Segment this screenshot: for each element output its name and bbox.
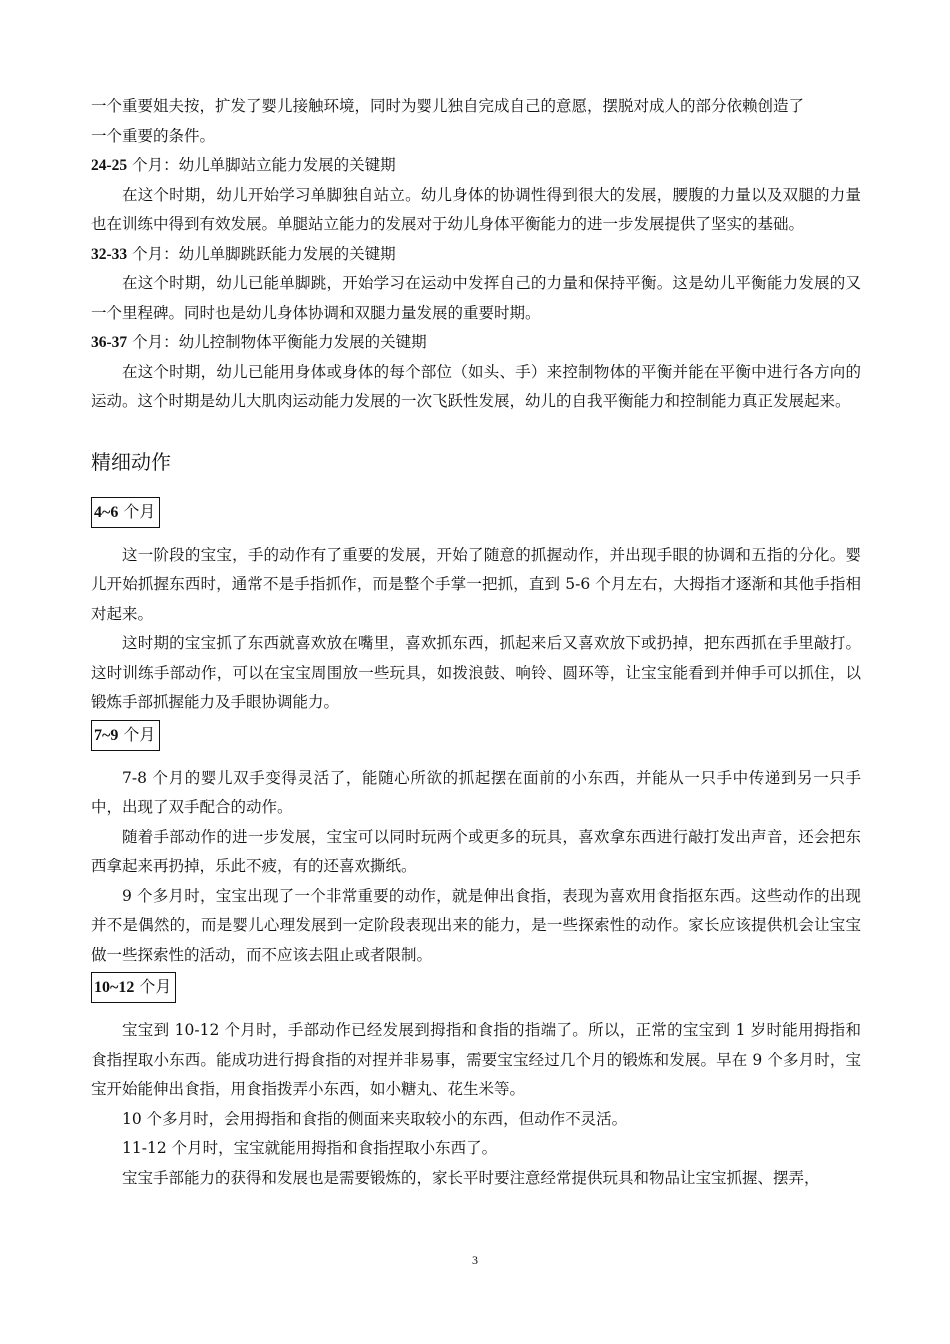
stage-unit: 个月 [118,501,156,521]
stage-unit: 个月 [134,977,172,996]
milestone-body-32-33: 在这个时期，幼儿已能单脚跳，开始学习在运动中发挥自己的力量和保持平衡。这是幼儿平衡能力发展的又一个里程碑。同时也是幼儿身体协调和双腿力量发展的重要时期。 [91,274,861,322]
page-number: 3 [472,1253,478,1267]
milestone-title: 个月：幼儿单脚站立能力发展的关键期 [127,156,396,174]
stage-content-7-9 [91,764,861,971]
stage-paragraph: 宝宝到 10-12 个月时，手部动作已经发展到拇指和食指的指端了。所以，正常的宝宝到 1 岁时能用拇指和食指捏取小东西。能成功进行拇食指的对捏并非易事，需要宝宝经过几个月的锻炼和发展。早在 9 个多月时，宝宝开始能伸出食指，用食指拨弄小东西，如小糖丸、花生米等。 [91,1021,861,1098]
stage-unit: 个月 [118,724,156,744]
stage-header-10-12 [91,972,861,1002]
intro-paragraph [91,92,861,151]
milestone-body-24-25: 在这个时期，幼儿开始学习单脚独自站立。幼儿身体的协调性得到很大的发展，腰腹的力量以及双腿的力量也在训练中得到有效发展。单腿站立能力的发展对于幼儿身体平衡能力的进一步发展提供了坚实的基础。 [91,185,861,233]
stage-header-4-6 [91,497,861,527]
section-title-fine-motor: 精细动作 [91,449,171,474]
milestone-body-36-37: 在这个时期，幼儿已能用身体或身体的每个部位（如头、手）来控制物体的平衡并能在平衡中进行各方向的运动。这个时期是幼儿大肌肉运动能力发展的一次飞跃性发展，幼儿的自我平衡能力和控制能力真正发展起来。 [91,362,861,410]
stage-range: 10~12 [94,979,135,996]
stage-paragraph: 随着手部动作的进一步发展，宝宝可以同时玩两个或更多的玩具，喜欢拿东西进行敲打发出声音，还会把东西拿起来再扔掉，乐此不疲，有的还喜欢撕纸。 [91,827,861,875]
stage-box [91,497,160,528]
stage-content-4-6 [91,541,861,718]
stage-paragraph: 这一阶段的宝宝，手的动作有了重要的发展，开始了随意的抓握动作，并出现手眼的协调和五指的分化。婴儿开始抓握东西时，通常不是手指抓作，而是整个手掌一把抓，直到 5-6 个月左右，大拇指才逐渐和其他手指相对起来。 [91,545,861,623]
intro-line-1: 一个重要姐夫按，扩发了婴儿接触环境，同时为婴儿独自完成自己的意愿，摆脱对成人的部分依赖创造了 [91,97,805,115]
milestone-range: 32-33 [91,245,128,263]
stage-box [91,720,160,751]
milestone-range: 36-37 [91,334,128,351]
stage-range: 4~6 [94,503,119,521]
document-page [91,92,861,1193]
stage-paragraph: 宝宝手部能力的获得和发展也是需要锻炼的，家长平时要注意经常提供玩具和物品让宝宝抓握、摆弄， [122,1168,820,1187]
milestone-heading-24-25 [91,151,861,181]
stage-paragraph: 7-8 个月的婴儿双手变得灵活了，能随心所欲的抓起摆在面前的小东西，并能从一只手中传递到另一只手中，出现了双手配合的动作。 [91,768,861,816]
stage-box [91,972,176,1003]
stage-paragraph: 9 个多月时，宝宝出现了一个非常重要的动作，就是伸出食指，表现为喜欢用食指抠东西。这些动作的出现并不是偶然的，而是婴儿心理发展到一定阶段表现出来的能力，是一些探索性的动作。家长应该提供机会让宝宝做一些探索性的活动，而不应该去阻止或者限制。 [91,886,861,964]
stage-header-7-9 [91,720,861,750]
stage-content-10-12 [91,1016,861,1193]
stage-range: 7~9 [94,726,119,744]
milestone-range: 24-25 [91,157,128,174]
milestone-heading-32-33 [91,240,861,270]
stage-paragraph: 这时期的宝宝抓了东西就喜欢放在嘴里，喜欢抓东西，抓起来后又喜欢放下或扔掉，把东西抓在手里敲打。这时训练手部动作，可以在宝宝周围放一些玩具，如拨浪鼓、响铃、圆环等，让宝宝能看到并伸手可以抓住，以锻炼手部抓握能力及手眼协调能力。 [91,634,861,711]
milestone-title: 个月：幼儿单脚跳跃能力发展的关键期 [127,244,396,263]
milestone-heading-36-37 [91,328,861,358]
stage-paragraph: 10 个多月时，会用拇指和食指的侧面来夹取较小的东西，但动作不灵活。 [122,1109,628,1128]
milestone-title: 个月：幼儿控制物体平衡能力发展的关键期 [127,333,427,351]
stage-paragraph: 11-12 个月时，宝宝就能用拇指和食指捏取小东西了。 [122,1139,498,1157]
intro-line-2: 一个重要的条件。 [91,126,216,145]
